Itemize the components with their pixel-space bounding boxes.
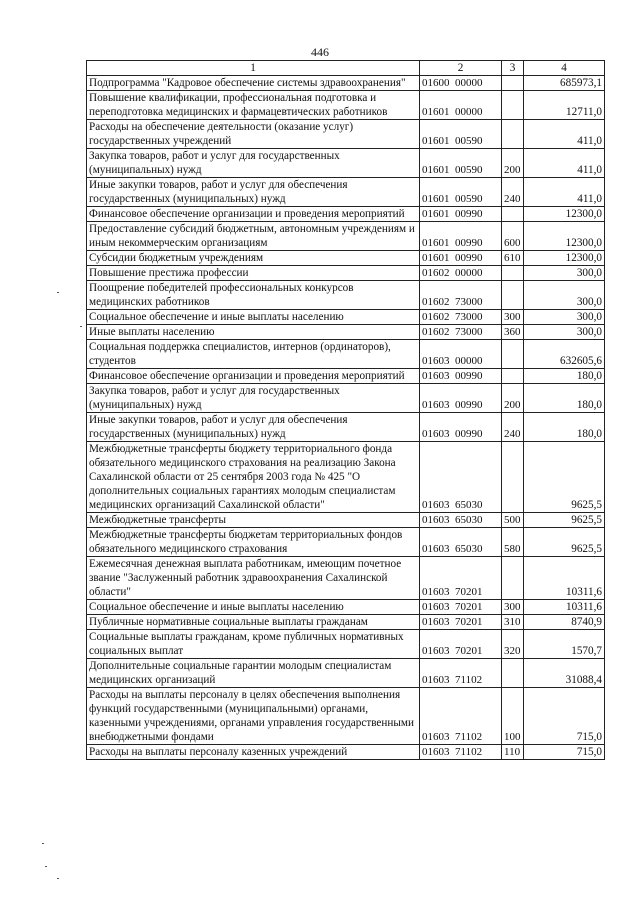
row-sum-cell: 685973,1 — [524, 76, 605, 91]
table-row — [87, 630, 605, 659]
table-body — [87, 76, 605, 760]
row-sum-cell: 10311,6 — [524, 557, 605, 600]
row-sum-cell: 715,0 — [524, 745, 605, 760]
row-name-cell: Финансовое обеспечение организации и проведения мероприятий — [87, 369, 420, 384]
row-name-cell: Расходы на выплаты персоналу в целях обеспечения выполнения функций государственными (муниципальными) органами, казенными учреждениями, органами управления государственными внебюджетными фондами — [87, 688, 420, 745]
row-name-cell: Социальное обеспечение и иные выплаты населению — [87, 310, 420, 325]
table-row — [87, 207, 605, 222]
column-header-1: 1 — [87, 61, 420, 76]
row-code-cell: 01603 00990 — [420, 413, 502, 442]
row-type-cell: 240 — [502, 413, 524, 442]
row-sum-cell: 12300,0 — [524, 222, 605, 251]
column-header-3: 3 — [502, 61, 524, 76]
row-sum-cell: 300,0 — [524, 325, 605, 340]
row-type-cell: 360 — [502, 325, 524, 340]
row-type-cell: 300 — [502, 600, 524, 615]
table-row — [87, 513, 605, 528]
table-row — [87, 557, 605, 600]
row-sum-cell: 10311,6 — [524, 600, 605, 615]
row-name-cell: Расходы на обеспечение деятельности (оказание услуг) государственных учреждений — [87, 120, 420, 149]
row-type-cell: 500 — [502, 513, 524, 528]
row-name-cell: Иные выплаты населению — [87, 325, 420, 340]
table-row — [87, 600, 605, 615]
row-code-cell: 01601 00000 — [420, 91, 502, 120]
table-row — [87, 369, 605, 384]
row-code-cell: 01603 71102 — [420, 688, 502, 745]
scan-speck — [45, 866, 47, 867]
row-code-cell: 01601 00990 — [420, 207, 502, 222]
table-row — [87, 76, 605, 91]
row-sum-cell: 180,0 — [524, 369, 605, 384]
row-name-cell: Поощрение победителей профессиональных конкурсов медицинских работников — [87, 281, 420, 310]
row-sum-cell: 9625,5 — [524, 513, 605, 528]
row-name-cell: Расходы на выплаты персоналу казенных учреждений — [87, 745, 420, 760]
table-row — [87, 413, 605, 442]
table-row — [87, 325, 605, 340]
row-name-cell: Иные закупки товаров, работ и услуг для обеспечения государственных (муниципальных) нужд — [87, 413, 420, 442]
table-row — [87, 688, 605, 745]
row-sum-cell: 8740,9 — [524, 615, 605, 630]
row-code-cell: 01601 00590 — [420, 178, 502, 207]
row-sum-cell: 31088,4 — [524, 659, 605, 688]
table-row — [87, 281, 605, 310]
row-name-cell: Социальные выплаты гражданам, кроме публичных нормативных социальных выплат — [87, 630, 420, 659]
row-sum-cell: 300,0 — [524, 310, 605, 325]
column-header-4: 4 — [524, 61, 605, 76]
row-code-cell: 01603 65030 — [420, 442, 502, 513]
row-type-cell — [502, 91, 524, 120]
row-name-cell: Межбюджетные трансферты — [87, 513, 420, 528]
row-sum-cell: 12711,0 — [524, 91, 605, 120]
row-code-cell: 01603 00000 — [420, 340, 502, 369]
table-row — [87, 222, 605, 251]
row-name-cell: Иные закупки товаров, работ и услуг для обеспечения государственных (муниципальных) нужд — [87, 178, 420, 207]
row-sum-cell: 715,0 — [524, 688, 605, 745]
table-row — [87, 528, 605, 557]
row-name-cell: Финансовое обеспечение организации и проведения мероприятий — [87, 207, 420, 222]
table-row — [87, 149, 605, 178]
row-sum-cell: 12300,0 — [524, 251, 605, 266]
row-name-cell: Повышение престижа профессии — [87, 266, 420, 281]
table-row — [87, 310, 605, 325]
row-code-cell: 01603 65030 — [420, 513, 502, 528]
table-row — [87, 615, 605, 630]
row-type-cell — [502, 207, 524, 222]
budget-table — [86, 60, 605, 760]
row-type-cell: 200 — [502, 384, 524, 413]
row-type-cell — [502, 76, 524, 91]
row-code-cell: 01603 65030 — [420, 528, 502, 557]
row-code-cell: 01603 71102 — [420, 745, 502, 760]
row-type-cell — [502, 369, 524, 384]
table-row — [87, 178, 605, 207]
row-name-cell: Межбюджетные трансферты бюджету территориального фонда обязательного медицинского страхования на реализацию Закона Сахалинской области от 25 сентября 2003 года № 425 "О дополнительных социальных гарантиях молодым специалистам медицинских организаций Сахалинской области" — [87, 442, 420, 513]
scan-speck — [42, 843, 44, 844]
row-type-cell — [502, 266, 524, 281]
row-code-cell: 01601 00990 — [420, 222, 502, 251]
scan-speck — [57, 878, 59, 879]
row-type-cell — [502, 659, 524, 688]
row-sum-cell: 300,0 — [524, 281, 605, 310]
table-header-row — [87, 61, 605, 76]
row-type-cell: 240 — [502, 178, 524, 207]
row-sum-cell: 632605,6 — [524, 340, 605, 369]
row-code-cell: 01602 73000 — [420, 310, 502, 325]
row-type-cell: 320 — [502, 630, 524, 659]
table-row — [87, 251, 605, 266]
row-code-cell: 01602 00000 — [420, 266, 502, 281]
table-row — [87, 340, 605, 369]
row-type-cell — [502, 281, 524, 310]
row-type-cell: 310 — [502, 615, 524, 630]
row-type-cell: 100 — [502, 688, 524, 745]
row-type-cell: 300 — [502, 310, 524, 325]
table-row — [87, 442, 605, 513]
row-name-cell: Закупка товаров, работ и услуг для государственных (муниципальных) нужд — [87, 384, 420, 413]
row-code-cell: 01603 70201 — [420, 557, 502, 600]
row-sum-cell: 9625,5 — [524, 442, 605, 513]
table-row — [87, 120, 605, 149]
row-name-cell: Повышение квалификации, профессиональная подготовка и переподготовка медицинских и фармацевтических работников — [87, 91, 420, 120]
scan-speck — [57, 292, 59, 293]
row-name-cell: Публичные нормативные социальные выплаты гражданам — [87, 615, 420, 630]
row-code-cell: 01602 73000 — [420, 281, 502, 310]
row-sum-cell: 411,0 — [524, 178, 605, 207]
row-code-cell: 01600 00000 — [420, 76, 502, 91]
row-code-cell: 01603 70201 — [420, 600, 502, 615]
table-row — [87, 266, 605, 281]
row-sum-cell: 1570,7 — [524, 630, 605, 659]
table-row — [87, 91, 605, 120]
row-name-cell: Субсидии бюджетным учреждениям — [87, 251, 420, 266]
table-row — [87, 745, 605, 760]
row-type-cell: 610 — [502, 251, 524, 266]
row-type-cell: 200 — [502, 149, 524, 178]
row-code-cell: 01602 73000 — [420, 325, 502, 340]
row-sum-cell: 411,0 — [524, 120, 605, 149]
row-code-cell: 01601 00590 — [420, 149, 502, 178]
row-name-cell: Предоставление субсидий бюджетным, автономным учреждениям и иным некоммерческим организациям — [87, 222, 420, 251]
row-name-cell: Дополнительные социальные гарантии молодым специалистам медицинских организаций — [87, 659, 420, 688]
row-sum-cell: 12300,0 — [524, 207, 605, 222]
row-name-cell: Подпрограмма "Кадровое обеспечение системы здравоохранения" — [87, 76, 420, 91]
row-code-cell: 01603 70201 — [420, 615, 502, 630]
row-name-cell: Социальное обеспечение и иные выплаты населению — [87, 600, 420, 615]
row-sum-cell: 300,0 — [524, 266, 605, 281]
row-sum-cell: 180,0 — [524, 384, 605, 413]
row-code-cell: 01603 70201 — [420, 630, 502, 659]
column-header-2: 2 — [420, 61, 502, 76]
row-type-cell — [502, 442, 524, 513]
row-sum-cell: 411,0 — [524, 149, 605, 178]
row-name-cell: Закупка товаров, работ и услуг для государственных (муниципальных) нужд — [87, 149, 420, 178]
row-sum-cell: 9625,5 — [524, 528, 605, 557]
row-type-cell — [502, 557, 524, 600]
page-number: 446 — [311, 45, 329, 59]
row-name-cell: Социальная поддержка специалистов, интернов (ординаторов), студентов — [87, 340, 420, 369]
row-type-cell — [502, 340, 524, 369]
row-type-cell: 580 — [502, 528, 524, 557]
row-code-cell: 01603 00990 — [420, 369, 502, 384]
row-name-cell: Ежемесячная денежная выплата работникам, имеющим почетное звание "Заслуженный работник здравоохранения Сахалинской области" — [87, 557, 420, 600]
row-type-cell: 110 — [502, 745, 524, 760]
row-code-cell: 01601 00990 — [420, 251, 502, 266]
row-code-cell: 01603 00990 — [420, 384, 502, 413]
scan-speck — [80, 326, 82, 327]
row-code-cell: 01601 00590 — [420, 120, 502, 149]
row-type-cell: 600 — [502, 222, 524, 251]
row-code-cell: 01603 71102 — [420, 659, 502, 688]
row-sum-cell: 180,0 — [524, 413, 605, 442]
row-name-cell: Межбюджетные трансферты бюджетам территориальных фондов обязательного медицинского страхования — [87, 528, 420, 557]
table-row — [87, 659, 605, 688]
row-type-cell — [502, 120, 524, 149]
table-row — [87, 384, 605, 413]
